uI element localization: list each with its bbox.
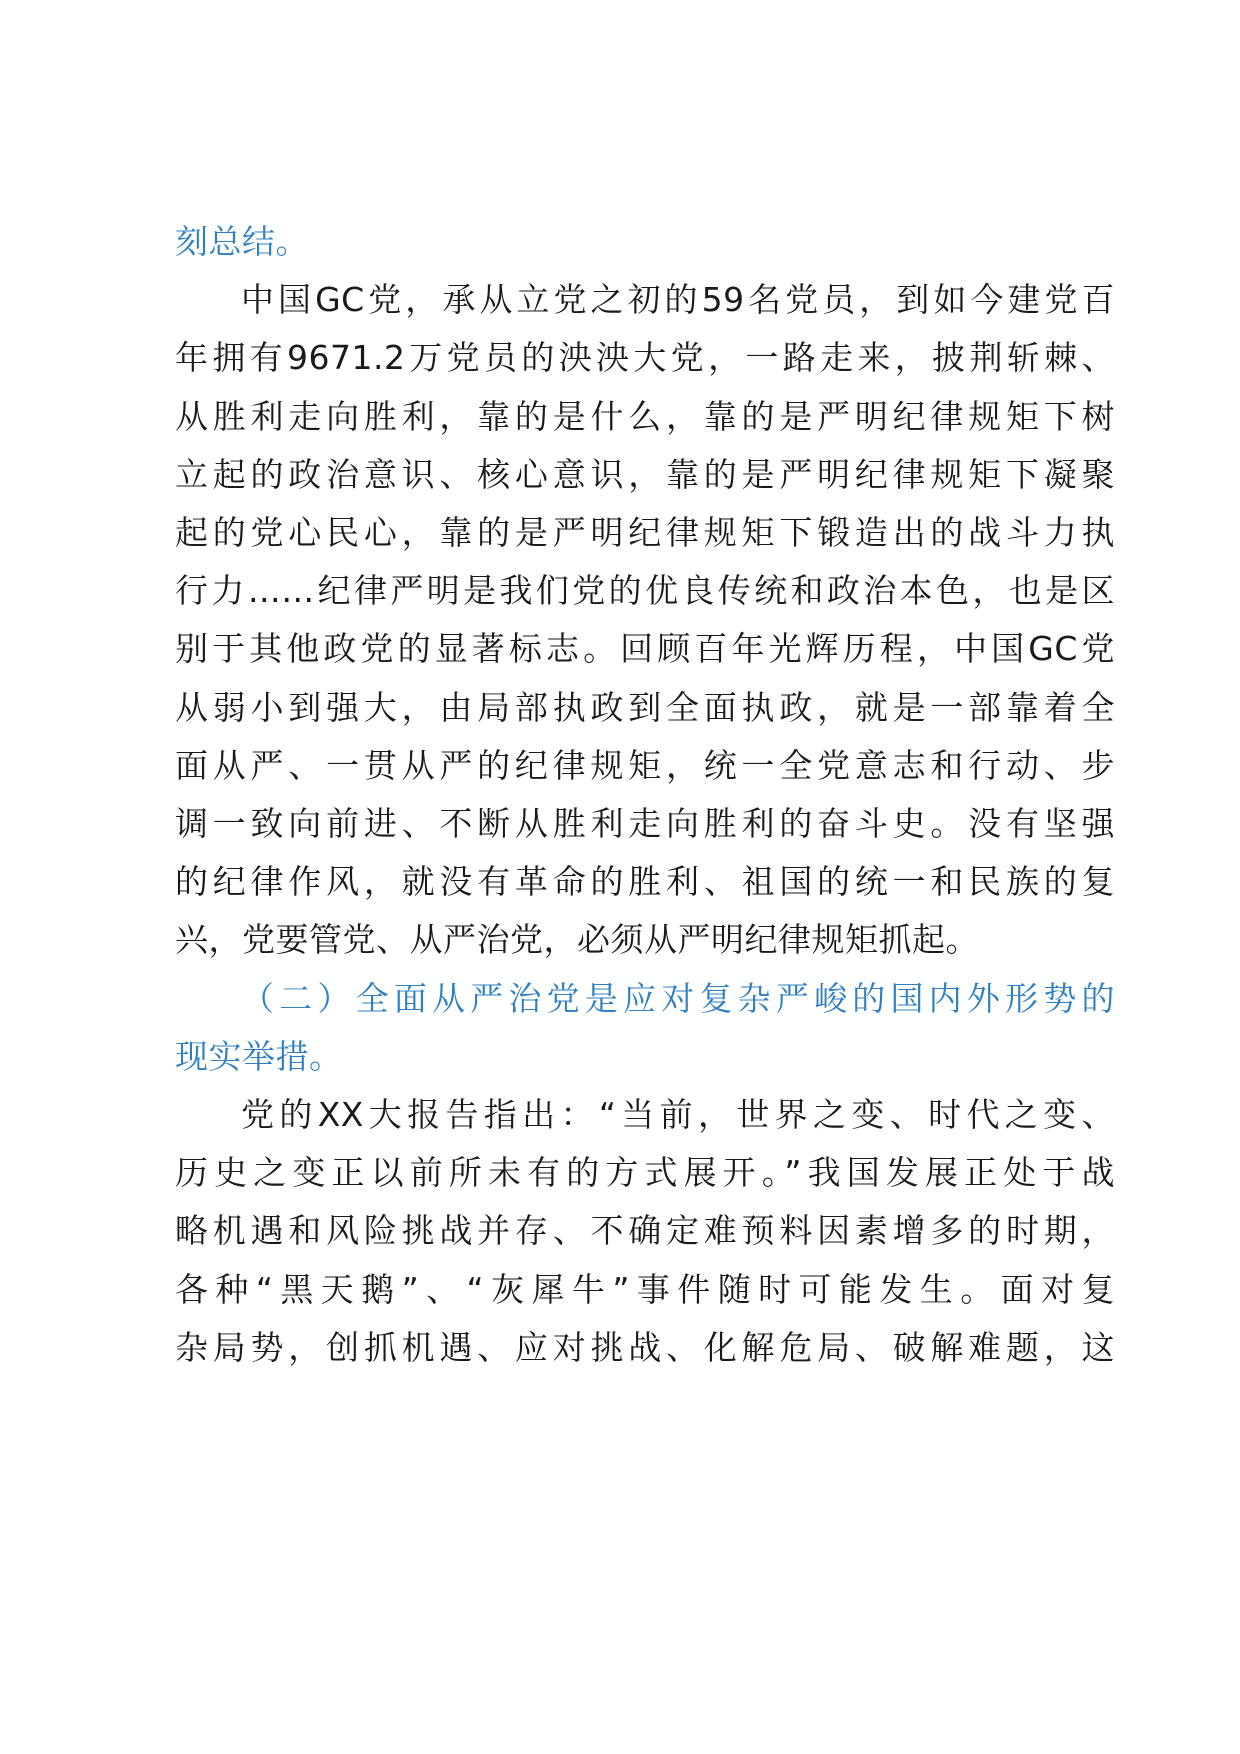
paragraph-line: 历史之变正以前所未有的方式展开。”我国发展正处于战 — [175, 1153, 1115, 1192]
paragraph-line: 从弱小到强大，由局部执政到全面执政，就是一部靠着全 — [175, 688, 1115, 727]
paragraph-line: 起的党心民心，靠的是严明纪律规矩下锻造出的战斗力执 — [175, 513, 1115, 552]
paragraph-line: 各种“黑天鹅”、“灰犀牛”事件随时可能发生。面对复 — [175, 1270, 1115, 1309]
paragraph-line: 立起的政治意识、核心意识，靠的是严明纪律规矩下凝聚 — [175, 455, 1115, 494]
section-heading-line: 刻总结。 — [175, 222, 309, 261]
paragraph-line: 的纪律作风，就没有革命的胜利、祖国的统一和民族的复 — [175, 862, 1115, 901]
paragraph-line: 党的XX大报告指出：“当前，世界之变、时代之变、 — [241, 1095, 1115, 1134]
paragraph-line: 年拥有9671.2万党员的泱泱大党，一路走来，披荆斩棘、 — [175, 338, 1115, 377]
paragraph-line: 中国GC党，承从立党之初的59名党员，到如今建党百 — [241, 280, 1115, 319]
paragraph-line: 略机遇和风险挑战并存、不确定难预料因素增多的时期， — [175, 1211, 1115, 1250]
paragraph-line: 别于其他政党的显著标志。回顾百年光辉历程，中国GC党 — [175, 629, 1115, 668]
paragraph-line: 从胜利走向胜利，靠的是什么，靠的是严明纪律规矩下树 — [175, 397, 1115, 436]
paragraph-line: 行力……纪律严明是我们党的优良传统和政治本色，也是区 — [175, 571, 1115, 610]
paragraph-line: 面从严、一贯从严的纪律规矩，统一全党意志和行动、步 — [175, 746, 1115, 785]
paragraph-line: 兴，党要管党、从严治党，必须从严明纪律规矩抓起。 — [175, 920, 979, 959]
section-heading-line: （二）全面从严治党是应对复杂严峻的国内外形势的 — [241, 979, 1115, 1018]
paragraph-line: 调一致向前进、不断从胜利走向胜利的奋斗史。没有坚强 — [175, 804, 1115, 843]
section-heading-line: 现实举措。 — [175, 1037, 343, 1076]
paragraph-line: 杂局势，创抓机遇、应对挑战、化解危局、破解难题，这 — [175, 1328, 1115, 1367]
